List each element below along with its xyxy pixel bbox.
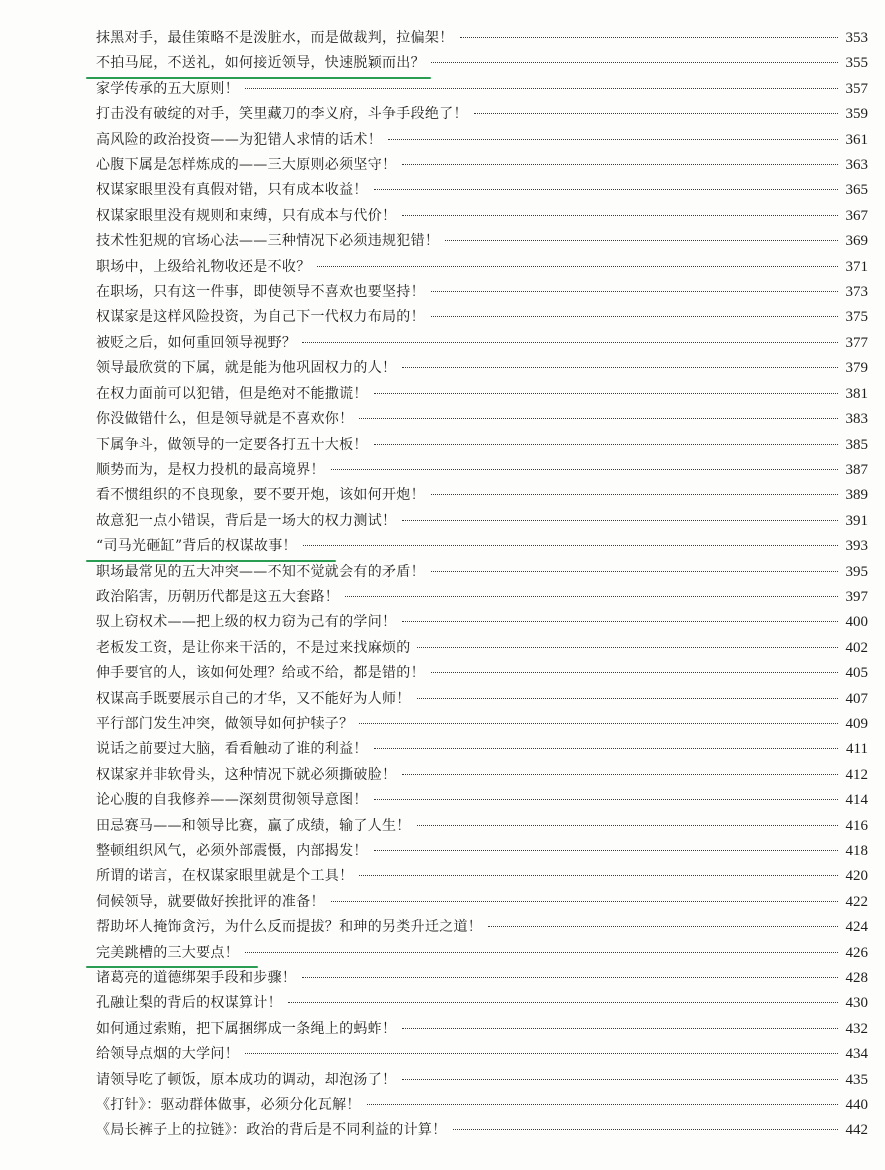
toc-entry-title: 给领导点烟的大学问！	[96, 1046, 239, 1063]
dot-leader	[374, 189, 838, 190]
toc-entry-page-number: 440	[845, 1097, 868, 1114]
toc-entry-title: 家学传承的五大原则！	[96, 80, 239, 97]
toc-entry-title: 田忌赛马——和领导比赛，赢了成绩，输了人生！	[96, 817, 411, 834]
toc-entry-page-number: 381	[845, 385, 868, 402]
toc-entry-page-number: 402	[845, 639, 868, 656]
toc-entry-title: “司马光砸缸”背后的权谋故事！	[96, 538, 297, 555]
toc-entry[interactable]	[96, 1042, 868, 1067]
toc-entry[interactable]	[96, 966, 868, 991]
dot-leader	[374, 748, 838, 749]
toc-entry-title: 职场最常见的五大冲突——不知不觉就会有的矛盾！	[96, 563, 425, 580]
table-of-contents	[96, 26, 868, 1144]
toc-entry-page-number: 385	[845, 436, 868, 453]
toc-entry-page-number: 359	[845, 106, 868, 123]
toc-entry[interactable]	[96, 687, 868, 712]
toc-entry[interactable]	[96, 661, 868, 686]
toc-entry-page-number: 422	[845, 893, 868, 910]
dot-leader	[402, 215, 838, 216]
toc-entry-page-number: 407	[845, 690, 868, 707]
toc-entry-title: 高风险的政治投资——为犯错人求情的话术！	[96, 131, 382, 148]
toc-entry-title: 《局长裤子上的拉链》：政治的背后是不同利益的计算！	[96, 1122, 447, 1139]
dot-leader	[474, 113, 838, 114]
toc-entry[interactable]	[96, 941, 868, 966]
dot-leader	[431, 571, 838, 572]
toc-entry-page-number: 412	[845, 766, 868, 783]
toc-entry-title: 不拍马屁，不送礼，如何接近领导，快速脱颖而出？	[96, 55, 425, 72]
dot-leader	[402, 520, 838, 521]
toc-entry[interactable]	[96, 280, 868, 305]
toc-entry-page-number: 430	[845, 995, 868, 1012]
toc-entry-title: 看不惯组织的不良现象，要不要开炮，该如何开炮！	[96, 487, 425, 504]
toc-entry-page-number: 357	[845, 80, 868, 97]
toc-entry-page-number: 363	[845, 157, 868, 174]
dot-leader	[245, 88, 838, 89]
toc-entry[interactable]	[96, 560, 868, 585]
toc-entry-title: 被贬之后，如何重回领导视野？	[96, 334, 297, 351]
toc-entry[interactable]	[96, 814, 868, 839]
toc-entry-title: 帮助坏人掩饰贪污，为什么反而提拔？和珅的另类升迁之道！	[96, 919, 483, 936]
toc-entry-title: 如何通过索贿，把下属捆绑成一条绳上的蚂蚱！	[96, 1020, 397, 1037]
toc-entry-title: 所谓的诺言，在权谋家眼里就是个工具！	[96, 868, 354, 885]
toc-entry-page-number: 369	[845, 233, 868, 250]
dot-leader	[374, 444, 838, 445]
dot-leader	[388, 139, 838, 140]
dot-leader	[431, 316, 838, 317]
dot-leader	[431, 672, 838, 673]
toc-entry-title: 权谋高手既要展示自己的才华，又不能好为人师！	[96, 690, 411, 707]
dot-leader	[374, 393, 838, 394]
toc-entry-title: 技术性犯规的官场心法——三种情况下必须违规犯错！	[96, 233, 440, 250]
dot-leader	[302, 977, 838, 978]
toc-entry-title: 权谋家并非软骨头，这种情况下就必须撕破脸！	[96, 766, 397, 783]
toc-entry[interactable]	[96, 483, 868, 508]
dot-leader	[317, 266, 839, 267]
toc-entry[interactable]	[96, 1118, 868, 1143]
dot-leader	[417, 825, 838, 826]
toc-entry-title: 孔融让梨的背后的权谋算计！	[96, 995, 282, 1012]
dot-leader	[302, 342, 838, 343]
toc-entry-page-number: 365	[845, 182, 868, 199]
toc-entry[interactable]	[96, 356, 868, 381]
toc-entry-page-number: 377	[845, 334, 868, 351]
toc-entry-page-number: 405	[845, 665, 868, 682]
toc-entry-page-number: 416	[845, 817, 868, 834]
toc-entry[interactable]	[96, 382, 868, 407]
dot-leader	[367, 1104, 838, 1105]
dot-leader	[417, 698, 838, 699]
dot-leader	[402, 367, 838, 368]
dot-leader	[488, 926, 838, 927]
toc-entry[interactable]	[96, 839, 868, 864]
toc-entry-title: 驭上窃权术——把上级的权力窃为己有的学问！	[96, 614, 397, 631]
toc-entry-page-number: 395	[845, 563, 868, 580]
toc-entry[interactable]	[96, 585, 868, 610]
dot-leader	[431, 62, 838, 63]
toc-entry[interactable]	[96, 890, 868, 915]
toc-entry[interactable]	[96, 991, 868, 1016]
toc-entry-page-number: 393	[845, 538, 868, 555]
toc-entry-title: 伺候领导，就要做好挨批评的准备！	[96, 893, 325, 910]
toc-entry-page-number: 361	[845, 131, 868, 148]
toc-entry-page-number: 387	[845, 461, 868, 478]
toc-entry-title: 权谋家眼里没有规则和束缚，只有成本与代价！	[96, 207, 397, 224]
toc-entry[interactable]	[96, 331, 868, 356]
dot-leader	[288, 1002, 838, 1003]
toc-entry[interactable]	[96, 1093, 868, 1118]
toc-entry-page-number: 371	[845, 258, 868, 275]
toc-entry-title: 权谋家是这样风险投资，为自己下一代权力布局的！	[96, 309, 425, 326]
dot-leader	[359, 418, 838, 419]
toc-entry[interactable]	[96, 433, 868, 458]
toc-entry-title: 故意犯一点小错误，背后是一场大的权力测试！	[96, 512, 397, 529]
toc-entry-title: 你没做错什么，但是领导就是不喜欢你！	[96, 411, 354, 428]
toc-entry-title: 完美跳槽的三大要点！	[96, 944, 239, 961]
toc-entry-page-number: 414	[845, 792, 868, 809]
toc-entry-page-number: 355	[845, 55, 868, 72]
toc-entry-title: 说话之前要过大脑，看看触动了谁的利益！	[96, 741, 368, 758]
dot-leader	[331, 469, 838, 470]
toc-entry-page-number: 418	[845, 843, 868, 859]
toc-entry-title: 在职场，只有这一件事，即使领导不喜欢也要坚持！	[96, 284, 425, 301]
toc-entry-title: 《打针》：驱动群体做事，必须分化瓦解！	[96, 1097, 361, 1114]
toc-entry-page-number: 389	[845, 487, 868, 504]
dot-leader	[359, 723, 838, 724]
toc-entry-title: 职场中，上级给礼物收还是不收？	[96, 258, 311, 275]
toc-entry[interactable]	[96, 128, 868, 153]
dot-leader	[359, 875, 838, 876]
toc-entry[interactable]	[96, 407, 868, 432]
toc-entry-page-number: 420	[845, 868, 868, 885]
toc-entry-page-number: 435	[845, 1071, 868, 1088]
toc-entry[interactable]	[96, 915, 868, 940]
dot-leader	[345, 596, 838, 597]
dot-leader	[431, 291, 838, 292]
toc-entry-title: 平行部门发生冲突，做领导如何护犊子？	[96, 715, 354, 732]
toc-entry-page-number: 373	[845, 284, 868, 301]
toc-entry[interactable]	[96, 788, 868, 813]
dot-leader	[402, 774, 838, 775]
toc-entry-page-number: 353	[845, 30, 868, 46]
toc-entry[interactable]	[96, 255, 868, 280]
toc-entry-page-number: 391	[845, 512, 868, 529]
toc-entry[interactable]	[96, 636, 868, 661]
toc-entry-page-number: 434	[845, 1046, 868, 1063]
toc-entry[interactable]	[96, 864, 868, 889]
toc-entry-page-number: 442	[845, 1122, 868, 1139]
toc-entry-title: 抹黑对手，最佳策略不是泼脏水，而是做裁判，拉偏架！	[96, 30, 454, 46]
toc-entry[interactable]	[96, 51, 868, 76]
toc-entry[interactable]	[96, 610, 868, 635]
toc-entry-title: 请领导吃了顿饭，原本成功的调动，却泡汤了！	[96, 1071, 397, 1088]
toc-entry[interactable]	[96, 305, 868, 330]
toc-entry-page-number: 400	[845, 614, 868, 631]
dot-leader	[245, 1053, 838, 1054]
toc-entry[interactable]	[96, 153, 868, 178]
toc-entry-title: 伸手要官的人，该如何处理？给或不给，都是错的！	[96, 665, 425, 682]
toc-entry[interactable]	[96, 77, 868, 102]
toc-entry-page-number: 426	[845, 944, 868, 961]
dot-leader	[374, 799, 838, 800]
toc-entry[interactable]	[96, 737, 868, 762]
toc-entry[interactable]	[96, 204, 868, 229]
toc-entry[interactable]	[96, 26, 868, 51]
toc-entry-page-number: 397	[845, 588, 868, 605]
toc-entry[interactable]	[96, 1068, 868, 1093]
dot-leader	[374, 850, 838, 851]
toc-entry-title: 心腹下属是怎样炼成的——三大原则必须坚守！	[96, 157, 397, 174]
dot-leader	[453, 1129, 839, 1130]
toc-entry[interactable]	[96, 712, 868, 737]
toc-entry-page-number: 375	[845, 309, 868, 326]
toc-entry[interactable]	[96, 763, 868, 788]
toc-entry[interactable]	[96, 178, 868, 203]
dot-leader	[460, 37, 839, 38]
toc-entry-title: 整顿组织风气，必须外部震慑，内部揭发！	[96, 843, 368, 859]
toc-entry-title: 诸葛亮的道德绑架手段和步骤！	[96, 970, 297, 987]
toc-entry-title: 下属争斗，做领导的一定要各打五十大板！	[96, 436, 368, 453]
toc-entry[interactable]	[96, 509, 868, 534]
toc-entry-title: 权谋家眼里没有真假对错，只有成本收益！	[96, 182, 368, 199]
toc-entry-title: 在权力面前可以犯错，但是绝对不能撒谎！	[96, 385, 368, 402]
dot-leader	[303, 545, 838, 546]
toc-entry[interactable]	[96, 229, 868, 254]
toc-entry-page-number: 379	[845, 360, 868, 377]
dot-leader	[445, 240, 838, 241]
dot-leader	[431, 494, 838, 495]
toc-entry-page-number: 409	[845, 715, 868, 732]
toc-entry[interactable]	[96, 102, 868, 127]
dot-leader	[417, 647, 838, 648]
toc-entry-title: 论心腹的自我修养——深刻贯彻领导意图！	[96, 792, 368, 809]
toc-entry-title: 顺势而为，是权力投机的最高境界！	[96, 461, 325, 478]
dot-leader	[402, 1028, 838, 1029]
toc-entry[interactable]	[96, 534, 868, 559]
toc-entry-title: 政治陷害，历朝历代都是这五大套路！	[96, 588, 340, 605]
dot-leader	[402, 621, 838, 622]
toc-entry-page-number: 424	[845, 919, 868, 936]
toc-entry-title: 打击没有破绽的对手，笑里藏刀的李义府，斗争手段绝了！	[96, 106, 468, 123]
dot-leader	[402, 164, 838, 165]
toc-entry-page-number: 428	[845, 970, 868, 987]
toc-entry[interactable]	[96, 1017, 868, 1042]
dot-leader	[402, 1079, 838, 1080]
toc-entry[interactable]	[96, 458, 868, 483]
toc-entry-page-number: 383	[845, 411, 868, 428]
dot-leader	[245, 952, 838, 953]
toc-entry-title: 老板发工资，是让你来干活的，不是过来找麻烦的	[96, 639, 411, 656]
toc-entry-title: 领导最欣赏的下属，就是能为他巩固权力的人！	[96, 360, 397, 377]
toc-entry-page-number: 432	[845, 1020, 868, 1037]
toc-entry-page-number: 367	[845, 207, 868, 224]
dot-leader	[331, 901, 838, 902]
toc-entry-page-number: 411	[846, 741, 868, 758]
